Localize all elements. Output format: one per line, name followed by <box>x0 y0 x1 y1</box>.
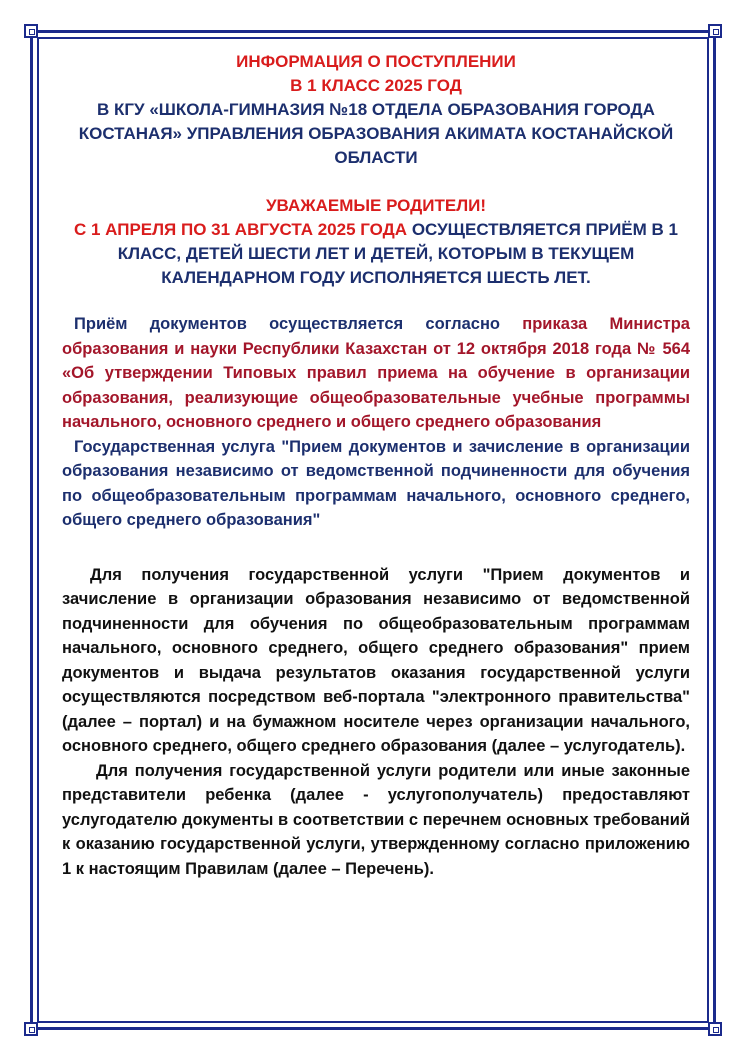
document-content <box>62 50 690 881</box>
corner-ornament-bottom-left <box>24 1022 38 1036</box>
corner-ornament-bottom-right <box>708 1022 722 1036</box>
paragraph-public-service: Государственная услуга "Прием документов и зачисление в организации образования независимо от ведомственной подчиненности для обучения по общеобразовательным программам начального, основного среднего, общего среднего образования" <box>62 437 690 529</box>
paragraph-documents-required: Для получения государственной услуги родители или иные законные представители ребенка (далее - услугополучатель) предоставляют услугодателю документы в соответствии с перечнем основных требований к оказанию государственной услуги, утвержденному согласно приложению 1 к настоящим Правилам (далее – Перечень). <box>62 761 690 878</box>
header-school-name: В КГУ «ШКОЛА-ГИМНАЗИЯ №18 ОТДЕЛА ОБРАЗОВАНИЯ ГОРОДА КОСТАНАЯ» УПРАВЛЕНИЯ ОБРАЗОВАНИЯ АКИМАТА КОСТАНАЙСКОЙ ОБЛАСТИ <box>78 100 674 167</box>
paragraph-legal-basis <box>62 312 690 435</box>
header-title-line1: ИНФОРМАЦИЯ О ПОСТУПЛЕНИИ <box>236 52 516 71</box>
paragraph-service-procedure: Для получения государственной услуги "Прием документов и зачисление в организации образования независимо от ведомственной подчиненности для обучения по общеобразовательным программам начального, основного среднего, общего среднего образования" прием документов и выдача результатов оказания государственной услуги осуществляются посредством веб-портала "электронного правительства" (далее – портал) и на бумажном носителе через организации начального, основного среднего, общего среднего образования (далее – услугодатель). <box>62 565 690 755</box>
admission-notice <box>62 218 690 290</box>
admission-text: ОСУЩЕСТВЛЯЕТСЯ ПРИЁМ В 1 КЛАСС, ДЕТЕЙ ШЕСТИ ЛЕТ И ДЕТЕЙ, КОТОРЫМ В ТЕКУЩЕМ КАЛЕНДАРНОМ ГОДУ ИСПОЛНЯЕТСЯ ШЕСТЬ ЛЕТ. <box>117 220 678 287</box>
corner-ornament-top-right <box>708 24 722 38</box>
greeting: УВАЖАЕМЫЕ РОДИТЕЛИ! <box>265 196 487 215</box>
header-title-line2: В 1 КЛАСС 2025 ГОД <box>290 76 462 95</box>
paragraph-legal-basis-order: приказа Министра образования и науки Республики Казахстан от 12 октября 2018 года № 564 «Об утверждении Типовых правил приема на обучение в организации образования, реализующие общеобразовательные учебные программы начального, основного среднего и общего среднего образования <box>62 315 690 431</box>
paragraph-legal-basis-lead: Приём документов осуществляется согласно <box>74 315 500 333</box>
corner-ornament-top-left <box>24 24 38 38</box>
document-header <box>62 50 690 170</box>
admission-dates: С 1 АПРЕЛЯ ПО 31 АВГУСТА 2025 ГОДА <box>74 220 408 239</box>
